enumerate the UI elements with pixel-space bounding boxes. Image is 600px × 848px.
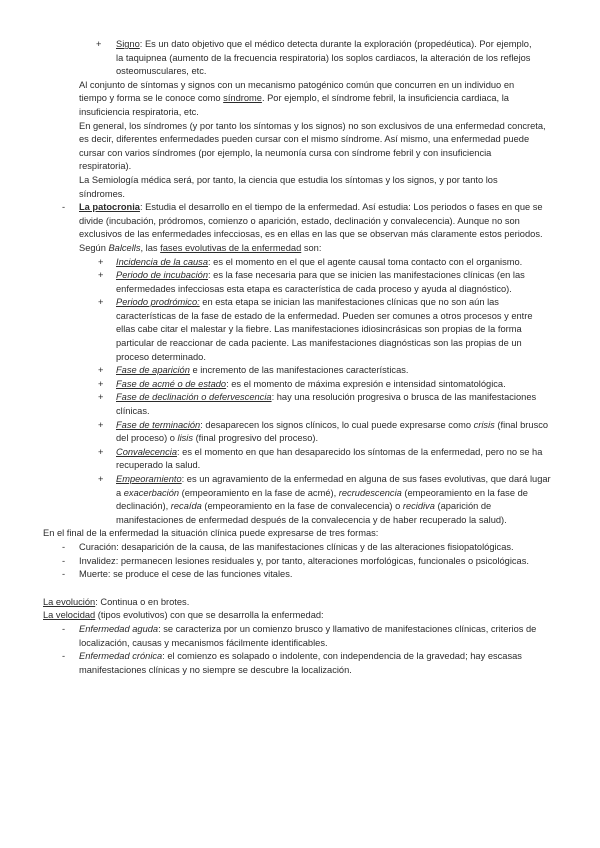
bullet-marker: + bbox=[98, 256, 104, 267]
fase-term: Fase de aparición bbox=[116, 365, 190, 376]
fase-item: + Periodo prodrómico: en esta etapa se inician las manifestaciones clínicas que no son aún las características de la fase de estado de la enfermedad. Pueden ser comunes a otros procesos y entre ellas cabe citar el malestar y la fiebre. Las manifestaciones idiosincrásicas son propias de la forma particular de reaccionar de cada paciente. Las manifestaciones diagnósticas son las propias de un proceso determinado. bbox=[98, 297, 533, 362]
fase-terminacion-item: + Fase de terminación: desaparecen los signos clínicos, lo cual puede expresarse como crisis (final brusco del proceso) o lisis (final progresivo del proceso). bbox=[98, 419, 549, 444]
spacer bbox=[0, 582, 600, 596]
velocidad-term: Enfermedad aguda bbox=[79, 623, 159, 634]
bullet-marker: + bbox=[98, 419, 104, 430]
convalecencia-item: + Convalecencia: es el momento en que han desaparecido los síntomas de la enfermedad, pero no se ha recuperado la salud. bbox=[98, 446, 543, 471]
fase-term: Incidencia de la causa bbox=[116, 256, 208, 267]
document-page bbox=[0, 38, 600, 677]
signo-item bbox=[0, 38, 600, 79]
dash-marker: - bbox=[62, 569, 66, 580]
bullet-marker: + bbox=[98, 392, 104, 403]
fase-term: Convalecencia bbox=[116, 446, 177, 457]
velocidad-item: - Enfermedad crónica: el comienzo es solapado o indolente, con independencia de la gravedad; hay escasas manifestaciones clínicas y no siempre se descubre la localización. bbox=[62, 651, 522, 675]
bullet-marker: + bbox=[98, 270, 104, 281]
dash-marker: - bbox=[62, 623, 66, 634]
final-item: - Muerte: se produce el cese de las funciones vitales. bbox=[0, 568, 600, 582]
term-evolucion: La evolución bbox=[43, 596, 96, 607]
signo-text: : Es un dato objetivo que el médico detecta durante la exploración (propedéutica). Por ejemplo, la taquipnea (aumento de la frecuencia respiratoria) los soplos cardiacos, la alteración de los reflejos osteomusculares, etc. bbox=[116, 39, 532, 77]
bullet-marker: + bbox=[96, 39, 102, 49]
velocidad-item: - Enfermedad aguda: se caracteriza por un comienzo brusco y llamativo de manifestaciones clínicas, criterios de localización, causas y mecanismos fácilmente identificables. bbox=[62, 623, 537, 648]
fase-item: + Incidencia de la causa: es el momento en el que el agente causal toma contacto con el organismo. bbox=[0, 256, 600, 270]
final-intro: En el final de la enfermedad la situación clínica puede expresarse de tres formas: bbox=[43, 528, 379, 539]
final-item: - Invalidez: permanecen lesiones residuales y, por tanto, alteraciones morfológicas, funcionales o psicológicas. bbox=[0, 555, 600, 569]
dash-marker: - bbox=[62, 541, 66, 552]
fase-item: + Fase de declinación o defervescencia: hay una resolución progresiva o brusca de las manifestaciones clínicas. bbox=[98, 392, 537, 417]
fase-item: + Periodo de incubación: es la fase necesaria para que se inicien las manifestaciones clínicas (en las enfermedades infecciosas esta etapa es característica de cada proceso y ayuda al diagnóstico). bbox=[98, 270, 525, 294]
final-item: - Curación: desaparición de la causa, de las manifestaciones clínicas y de las alteraciones fisiopatológicas. bbox=[0, 541, 600, 555]
dash-marker: - bbox=[62, 202, 66, 213]
fase-term: Fase de acmé o de estado bbox=[116, 378, 227, 389]
velocidad-term: Enfermedad crónica bbox=[79, 651, 163, 662]
empeoramiento-item: + Empeoramiento: es un agravamiento de la enfermedad en alguna de sus fases evolutivas, que dará lugar a exacerbación (empeoramiento en la fase de acmé), recrudescencia (empeoramiento en la fase de declinación), recaída (empeoramiento en la fase de convalecencia) o recidiva (aparición de manifestaciones de enfermedad después de la convalecencia y de haber recuperado la salud). bbox=[98, 474, 551, 525]
author-balcells: Balcells bbox=[108, 242, 141, 253]
general-paragraph: En general, los síndromes (y por tanto los síntomas y los signos) no son exclusivos de una enfermedad concreta, es decir, diferentes enfermedades pueden cursar con el mismo síndrome. Así mismo, una enfermedad puede cursar con varios síndromes (por ejemplo, la neumonía cursa con síndrome febril y con insuficiencia respiratoria). bbox=[79, 120, 546, 172]
velocidad-line: La velocidad (tipos evolutivos) con que se desarrolla la enfermedad: bbox=[43, 610, 324, 621]
patocronia-item: - La patocronia: Estudia el desarrollo en el tiempo de la enfermedad. Así estudia: Los periodos o fases en que se divide (incubación, pródromos, comienzo o aparición, estado, declinación y convalecencia). Aunque no son exclusivos de las enfermedades infecciosas, es en ellas en las que se observan más claramente estos periodos. Según Balcells, las fases evolutivas de la enfermedad son: bbox=[62, 202, 543, 253]
dash-marker: - bbox=[62, 555, 66, 566]
term-patocronia: La patocronia bbox=[79, 202, 140, 213]
term-signo: Signo bbox=[116, 39, 140, 49]
bullet-marker: + bbox=[98, 446, 104, 457]
bullet-marker: + bbox=[98, 378, 104, 389]
term-velocidad: La velocidad bbox=[43, 610, 96, 621]
bullet-marker: + bbox=[98, 365, 104, 376]
term-fases-evolutivas: fases evolutivas de la enfermedad bbox=[160, 242, 302, 253]
fase-term: Empeoramiento bbox=[116, 474, 182, 484]
fase-item: + Fase de aparición e incremento de las manifestaciones características. bbox=[0, 364, 600, 378]
bullet-marker: + bbox=[98, 297, 104, 308]
semiologia-paragraph: La Semiología médica será, por tanto, la ciencia que estudia los síntomas y los signos, y por tanto los síndromes. bbox=[79, 174, 498, 199]
fase-term: Fase de declinación o defervescencia bbox=[116, 392, 272, 403]
bullet-marker: + bbox=[98, 474, 104, 484]
dash-marker: - bbox=[62, 651, 66, 662]
fase-term: Periodo prodrómico: bbox=[116, 297, 200, 308]
fase-term: Fase de terminación bbox=[116, 419, 201, 430]
fase-term: Periodo de incubación bbox=[116, 270, 209, 281]
evolucion-line: La evolución: Continua o en brotes. bbox=[43, 596, 190, 607]
term-sindrome: síndrome bbox=[223, 93, 262, 104]
fase-item: + Fase de acmé o de estado: es el momento de máxima expresión e intensidad sintomatológica. bbox=[0, 378, 600, 392]
sindrome-paragraph: Al conjunto de síntomas y signos con un mecanismo patogénico común que concurren en un individuo en tiempo y forma se le conoce como síndrome. Por ejemplo, el síndrome febril, la insuficiencia cardiaca, la insuficiencia respiratoria, etc. bbox=[79, 79, 515, 117]
